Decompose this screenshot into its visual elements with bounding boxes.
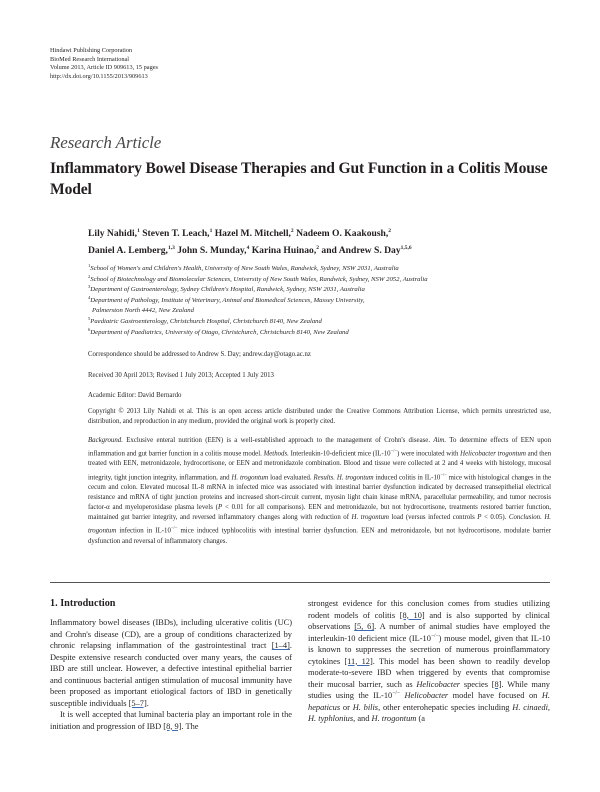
affiliation: $^4$Department of Pathology, Institute of Veterinary, Animal and Biomedical Sciences, Massey University,: [88, 294, 365, 304]
species-name: H. trogontum: [334, 473, 374, 481]
academic-editor: Academic Editor: David Bernardo: [88, 392, 182, 399]
author-line-1: [88, 225, 558, 242]
author: Lily Nahidi,$^1$: [88, 227, 140, 239]
journal-name: BioMed Research International: [50, 55, 130, 63]
p-value-symbol: P: [217, 504, 223, 512]
abstract-text: load evaluated.: [268, 473, 314, 481]
author: Nadeem O. Kaakoush,$^2$: [296, 227, 392, 239]
abstract: [88, 436, 551, 547]
affiliation: $^1$School of Women's and Children's Health, University of New South Wales, Randwick, Sydney, NSW 2031, Australia: [88, 262, 399, 272]
citation-link[interactable]: [5–7]: [128, 698, 147, 708]
abstract-label-conclusion: Conclusion.: [508, 514, 542, 522]
abstract-text: Exclusive enteral nutrition (EEN) is a well-established approach to the management of Crohn's disease.: [122, 437, 434, 444]
citation-link[interactable]: [11, 12]: [344, 656, 373, 666]
abstract-label-background: Background.: [88, 437, 123, 444]
section-heading: 1. Introduction: [50, 598, 116, 609]
abstract-label-aim: Aim.: [433, 437, 447, 444]
species-name: H. cinaedi: [512, 702, 548, 712]
species-name: H. trogontum: [371, 714, 417, 723]
affiliation: $^2$School of Biotechnology and Biomolecular Sciences, University of New South Wales, Randwick, Sydney, NSW 2052, Australia: [88, 273, 428, 283]
abstract-label-results: Results.: [313, 473, 335, 481]
received-dates: Received 30 April 2013; Revised 1 July 2013; Accepted 1 July 2013: [88, 372, 274, 379]
superscript: −/−: [170, 525, 178, 531]
body-column-right: [308, 598, 550, 725]
abstract-text: ) were inoculated with: [397, 450, 461, 458]
correspondence: Correspondence should be addressed to Andrew S. Day; andrew.day@otago.ac.nz: [88, 351, 311, 358]
author-list: [88, 225, 558, 259]
abstract-text: To determine effects of EEN upon inflammation and gut barrier function in a colitis mouse model.: [88, 437, 551, 458]
species-name: Helicobacter trogontum: [460, 450, 526, 458]
author: Steven T. Leach,$^1$: [142, 227, 213, 239]
article-type: Research Article: [50, 133, 162, 152]
species-name: H. hepaticus: [308, 691, 550, 712]
body-column-left: [50, 617, 292, 732]
affiliations: [88, 264, 558, 338]
section-divider: [50, 582, 550, 583]
species-name: H. typhlonius: [308, 714, 354, 723]
superscript: −/−: [390, 448, 398, 454]
affiliation: $^6$Department of Paediatrics, University of Otago, Christchurch, Christchurch 8140, New Zealand: [88, 326, 349, 336]
species-name: H. trogontum: [88, 514, 551, 535]
volume-info: Volume 2013, Article ID 909613, 15 pages: [50, 64, 158, 72]
paragraph: strongest evidence for this conclusion comes from studies utilizing rodent models of colitis [8, 10] and is also supported by clinical observations [5, 6]. A number of animal studies have employed the interleukin-10 deficient mice (IL-10−/−) mouse model, given that IL-10 is known to suppresses the secretion of numerous proinflammatory cytokines [11, 12]. This model has been shown to readily develop moderate-to-severe IBD when triggered by events that compromise their mucosal barrier, such as Helicobacter species [8]. While many studies using the IL-10−/− Helicobacter model have focused on H. hepaticus or H. bilis, other enterohepatic species including H. cinaedi, H. typhlonius, and H. trogontum (a: [308, 599, 551, 723]
species-name: H. bilis: [352, 702, 379, 712]
abstract-text: mice induced typhlocolitis with intestinal barrier dysfunction. EEN and metronidazole, but not hydrocortisone, modulate barrier dysfunction and reversal of inflammatory changes.: [88, 527, 551, 545]
citation-link[interactable]: [5, 6]: [354, 622, 375, 631]
abstract-text: < 0.05).: [481, 514, 509, 522]
species-name: Helicobacter: [416, 679, 461, 689]
abstract-text: induced colitis in IL-10: [373, 473, 441, 481]
affiliation: $^3$Department of Gastroenterology, Sydney Children's Hospital, Randwick, Sydney, NSW 2031, Australia: [88, 283, 365, 294]
author: and Andrew S. Day$^{1,5,6}$: [321, 244, 412, 256]
paragraph: Inflammatory bowel diseases (IBDs), including ulcerative colitis (UC) and Crohn's disease (CD), are a group of conditions characterized by chronic relapsing inflammation of the gastrointestinal tract [1–4]. Despite extensive research conducted over many years, the causes of IBD are still unclear. However, a defective intestinal epithelial barrier and continuous bacterial antigen stimulation of mucosal immunity have been proposed as important etiological factors of IBD in genetically susceptible individuals [5–7].: [50, 618, 292, 708]
paragraph: It is well accepted that luminal bacteria play an important role in the initiation and progression of IBD [8, 9]. The: [50, 710, 292, 731]
author: Daniel A. Lemberg,$^{1,3}$: [88, 244, 175, 256]
journal-header: [50, 47, 158, 81]
abstract-text: < 0.01 for all comparisons). EEN and metronidazole, but not hydrocortisone, treatments restored barrier function, maintained gut barrier integrity, and reversed inflammatory changes along with reduction of: [88, 504, 551, 522]
citation-link[interactable]: [8, 10]: [399, 610, 425, 620]
species-name: H. trogontum: [231, 473, 269, 481]
superscript: −/−: [440, 471, 447, 477]
author: Hazel M. Mitchell,$^2$: [214, 227, 294, 239]
citation-link[interactable]: [1–4]: [271, 641, 290, 650]
abstract-text: load (versus infected controls: [388, 514, 478, 522]
species-name: H. trogontum: [351, 514, 389, 522]
paper-title: Inflammatory Bowel Disease Therapies and Gut Function in a Colitis Mouse Model: [50, 160, 548, 198]
affiliation: $^5$Paediatric Gastroenterology, Christchurch Hospital, Christchurch 8140, New Zealand: [88, 315, 322, 325]
abstract-text: mice with histological changes in the cecum and colon. Elevated mucosal IL-8 mRNA in infected mice was associated with intestinal barrier dysfunction indicated by decreased transepithelial electrical resistance and mRNA of tight junction proteins and increased short-circuit current, myosin light chain kinase mRNA, paracellular permeability, and tumor necrosis factor-α and myeloperoxidase plasma levels (: [88, 473, 551, 512]
abstract-text: infection in IL-10: [116, 527, 171, 535]
species-name: Helicobacter: [399, 691, 449, 700]
abstract-text: Interleukin-10-deficient mice (IL-10: [288, 450, 391, 458]
author: Karina Huinao,$^2$: [251, 244, 319, 256]
abstract-label-methods: Methods.: [263, 450, 289, 458]
citation-link[interactable]: [8, 9]: [163, 721, 182, 731]
affiliation-continued: Palmerston North 4442, New Zealand: [92, 307, 194, 315]
publisher: Hindawi Publishing Corporation: [50, 47, 133, 54]
abstract-text: and then treated with EEN, metronidazole, hydrocortisone, or EEN and metronidazole combination. Blood and tissue were collected at 2 and 4 weeks with histology, mucosal integrity, tight junction integrity, inflammation, and: [88, 450, 552, 481]
author: John S. Munday,$^4$: [177, 244, 250, 256]
doi-link[interactable]: http://dx.doi.org/10.1155/2013/909613: [50, 72, 148, 80]
copyright-notice: Copyright © 2013 Lily Nahidi et al. This is an open access article distributed under the Creative Commons Attribution License, which permits unrestricted use, distribution, and reproduction in any medium, provided the original work is properly cited.: [88, 408, 551, 425]
author-line-2: [88, 242, 558, 259]
p-value-symbol: P: [477, 514, 482, 522]
citation-link[interactable]: [8]: [491, 679, 502, 689]
